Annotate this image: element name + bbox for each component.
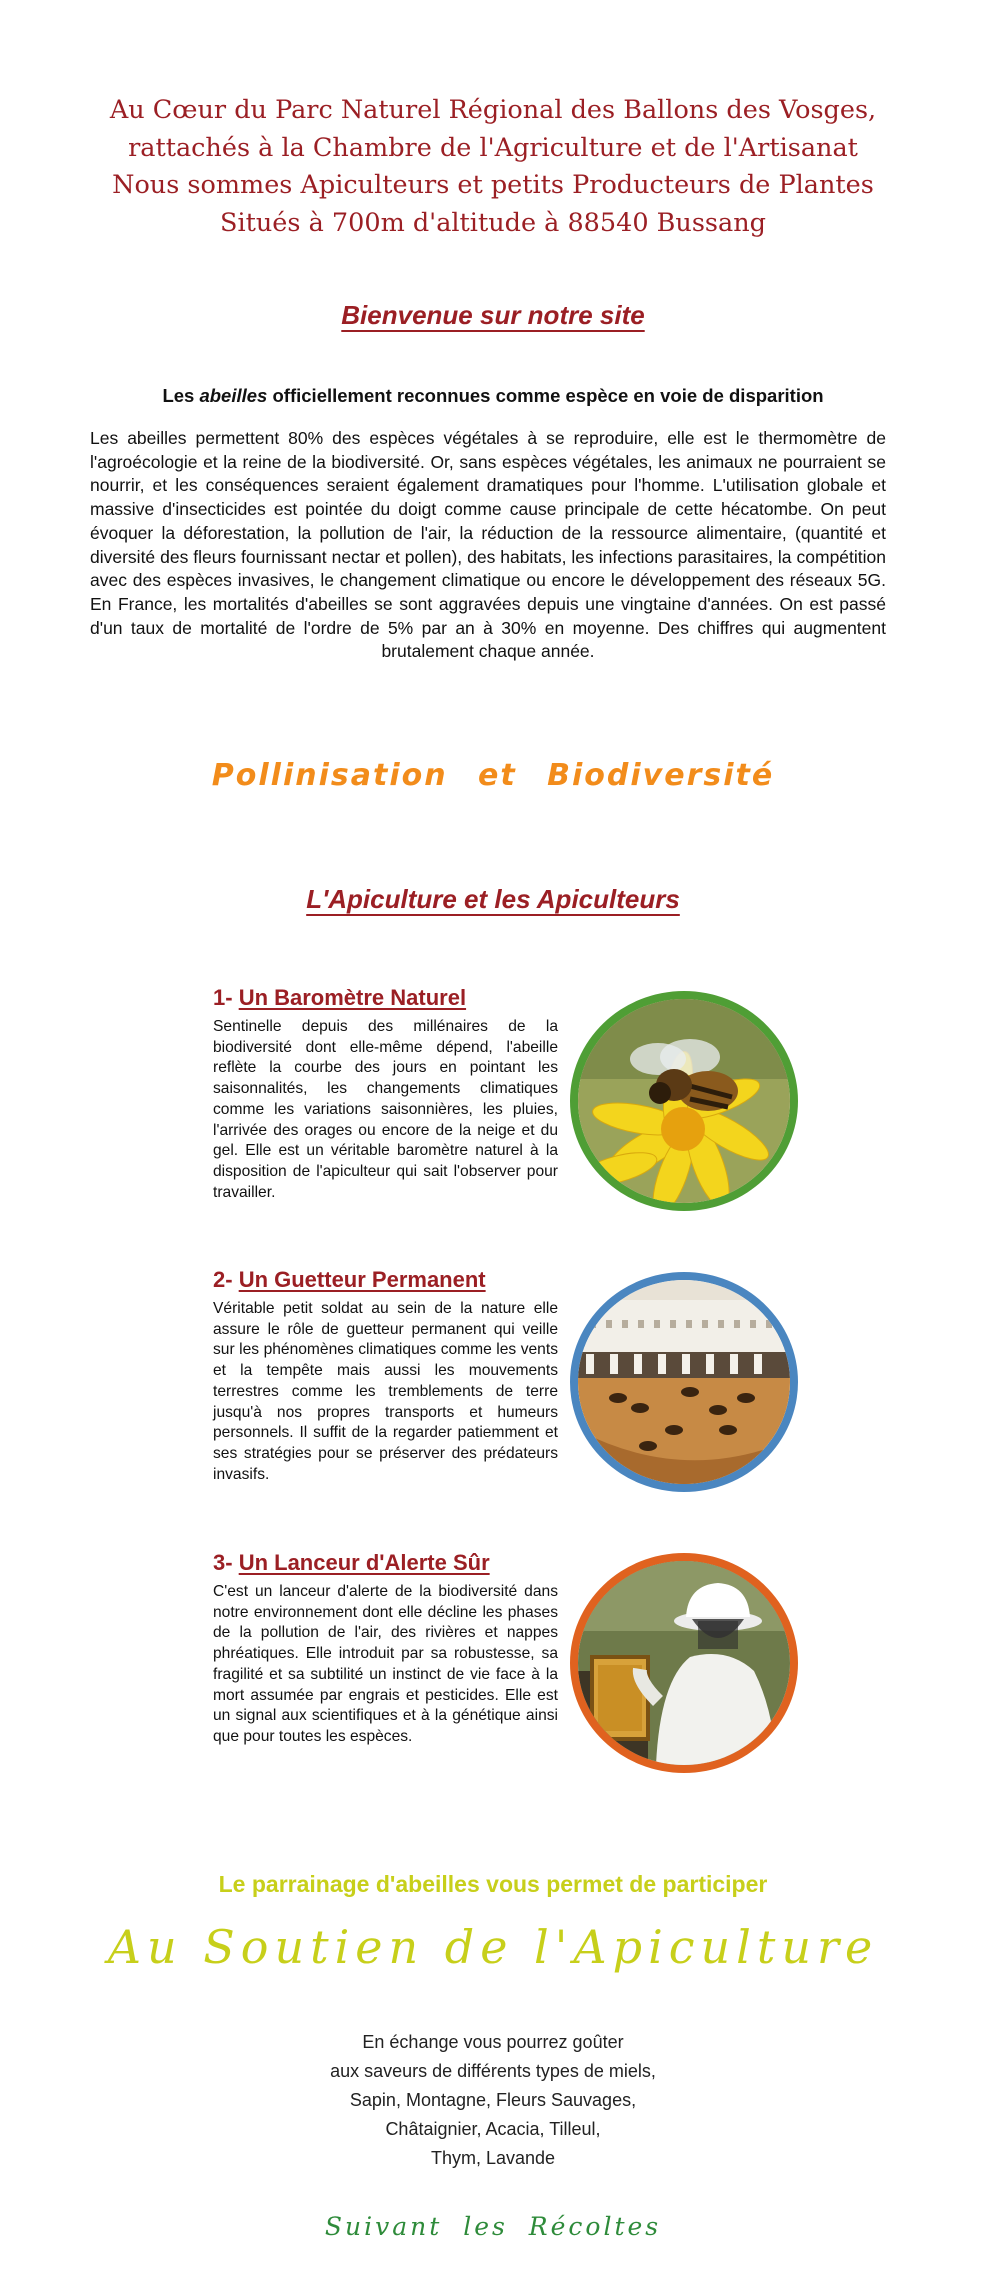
alert-emphasis: abeilles — [199, 385, 268, 406]
parrainage-line: Le parrainage d'abeilles vous permet de participer — [218, 1871, 768, 1897]
section-lanceur — [213, 1550, 558, 1748]
section-number: 1- — [213, 985, 233, 1010]
beekeeper-illustration — [578, 1561, 790, 1765]
intro-line: Nous sommes Apiculteurs et petits Producteurs de Plantes — [112, 170, 874, 200]
section-label: Un Baromètre Naturel — [238, 985, 467, 1010]
bees-paragraph: Les abeilles permettent 80% des espèces végétales à se reproduire, elle est le thermomètre de l'agroécologie et la reine de la biodiversité. Or, sans espèces végétales, les animaux ne pourraient se nourrir, et les conséquences seraient également dramatiques pour l'homme. L'utilisation globale et massive d'insecticides est pointée du doigt comme cause principale de cette hécatombe. On peut évoquer la déforestation, la pollution de l'air, la réduction de la ressource alimentaire, (quantité et diversité des fleurs fournissant nectar et pollen), des habitats, les infections parasitaires, la compétition avec des espèces invasives, le changement climatique ou encore le développement des réseaux 5G. En France, les mortalités d'abeilles se sont aggravées depuis une vingtaine d'années. On est passé d'un taux de mortalité de l'ordre de 5% par an à 30% en moyenne. Des chiffres qui augmentent brutalement chaque année. — [90, 428, 886, 662]
apiculture-title: L'Apiculture et les Apiculteurs — [306, 884, 680, 914]
alert-prefix: Les — [162, 385, 200, 406]
welcome-title: Bienvenue sur notre site — [341, 300, 645, 330]
section-body: Véritable petit soldat au sein de la nature elle assure le rôle de guetteur permanent qui veille sur les phénomènes climatiques comme les vents et la tempête mais aussi les mouvements terrestres comme les tremblements de terre jusqu'à nos propres transports et humeurs personnels. Il suffit de la regarder patiemment et ses stratégies pour se préserver des prédateurs invasifs. — [213, 1300, 558, 1483]
hive-entrance-illustration — [578, 1280, 790, 1484]
section-body: C'est un lanceur d'alerte de la biodiversité dans notre environnement dont elle décline les phases de la pollution de l'air, des rivières et nappes phréatiques. Elle introduit par sa robustesse, sa fragilité et sa subtilité un instinct de vie face à la mort assumée par engrais et pesticides. Elle est un signal aux scientifiques et à la génétique ainsi que pour toutes les espèces. — [213, 1583, 558, 1745]
welcome-heading — [0, 300, 986, 331]
section-label: Un Lanceur d'Alerte Sûr — [238, 1550, 490, 1575]
pollinisation-title: Pollinisation et Biodiversité — [211, 758, 775, 793]
intro-line: Situés à 700m d'altitude à 88540 Bussang — [220, 207, 766, 238]
apiculture-heading — [0, 884, 986, 915]
section-title — [213, 985, 558, 1011]
section-title — [213, 1267, 558, 1293]
miels-line: Châtaignier, Acacia, Tilleul, — [385, 2119, 601, 2139]
intro-line: rattachés à la Chambre de l'Agriculture et de l'Artisanat — [128, 132, 858, 163]
miels-line: aux saveurs de différents types de miels, — [330, 2061, 656, 2081]
intro-line: Au Cœur du Parc Naturel Régional des Ballons des Vosges, — [109, 95, 877, 125]
miels-line: En échange vous pourrez goûter — [362, 2032, 624, 2052]
miels-list — [0, 2028, 986, 2173]
section-body: Sentinelle depuis des millénaires de la biodiversité dont elle-même dépend, l'abeille reflète la courbe des jours en pointant les saisonnalités, les changements climatiques comme les variations saisonnières, les pluies, l'arrivée des orages ou encore de la neige et du gel. Elle est un véritable baromètre naturel à la disposition de l'apiculteur qui sait l'observer pour travailler. — [213, 1018, 558, 1201]
section-label: Un Guetteur Permanent — [238, 1267, 486, 1292]
miels-line: Thym, Lavande — [430, 2148, 556, 2168]
section-number: 3- — [213, 1550, 233, 1575]
section-barometre — [213, 985, 558, 1203]
alert-suffix: officiellement reconnues comme espèce en voie de disparition — [267, 385, 824, 406]
section-guetteur — [213, 1267, 558, 1485]
miels-line: Sapin, Montagne, Fleurs Sauvages, — [349, 2090, 637, 2110]
beekeeper-image — [570, 1553, 798, 1773]
soutien-title: Au Soutien de l'Apiculture — [107, 1920, 879, 1974]
section-number: 2- — [213, 1267, 233, 1292]
bee-on-flower-image — [570, 991, 798, 1211]
hive-entrance-image — [570, 1272, 798, 1492]
intro-heading — [0, 92, 986, 242]
bee-on-flower-illustration — [578, 999, 790, 1203]
recoltes-text: Suivant les Récoltes — [324, 2212, 662, 2241]
alert-heading — [0, 385, 986, 407]
section-title — [213, 1550, 558, 1576]
